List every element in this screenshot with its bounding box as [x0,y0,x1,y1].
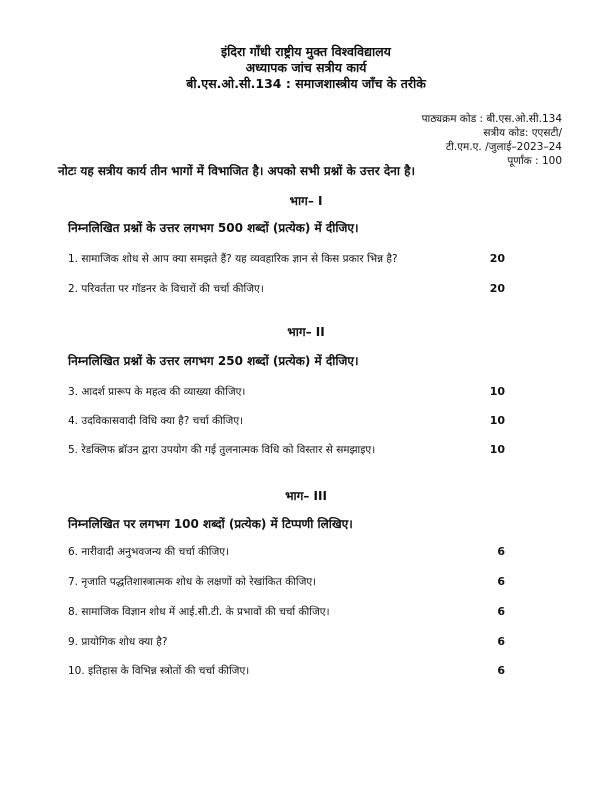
section-title: भाग– I [289,194,323,208]
assignment-code: सत्रीय कोड: एएसटी/ [483,127,562,139]
question: 4. उदविकासवादी विधि क्या है? चर्चा कीजिए। [68,415,244,427]
course-meta [422,112,562,168]
section-title: भाग– III [285,489,327,503]
question: 10. इतिहास के विभिन्न स्त्रोतों की चर्चा कीजिए। [68,665,250,677]
section-instruction: निम्नलिखित प्रश्नों के उत्तर लगभग 500 शब्दों (प्रत्येक) में दीजिए। [68,221,359,235]
question-marks: 10 [489,385,505,398]
question: 1. सामाजिक शोध से आप क्या समझते हैं? यह व्यवहारिक ज्ञान से किस प्रकार भिन्न है? [68,253,398,265]
session: टी.एम.ए. /जुलाई–2023–24 [445,141,562,153]
question: 2. परिवर्तता पर गॉडनर के विचारों की चर्चा कीजिए। [68,283,264,295]
question: 8. सामाजिक विज्ञान शोध में आई.सी.टी. के प्रभावों की चर्चा कीजिए। [68,606,330,618]
question-marks: 6 [497,664,505,677]
question-marks: 20 [489,282,505,295]
max-marks: पूर्णांक : 100 [507,155,562,167]
section-instruction: निम्नलिखित पर लगभग 100 शब्दों (प्रत्येक) में टिप्पणी लिखिए। [68,517,353,531]
question: 7. नृजाति पद्धतिशास्त्रात्मक शोध के लक्षणों को रेखांकित कीजिए। [68,576,317,588]
section-instruction: निम्नलिखित प्रश्नों के उत्तर लगभग 250 शब्दों (प्रत्येक) में दीजिए। [68,354,359,368]
question: 5. रेडक्लिफ ब्रॉउन द्वारा उपयोग की गई तुलनात्मक विधि को विस्तार से समझाइए। [68,444,376,456]
question-marks: 6 [497,545,505,558]
university-name: इंदिरा गाँधी राष्ट्रीय मुक्त विश्वविद्यालय [221,44,391,59]
document-header [0,44,612,92]
question-marks: 6 [497,635,505,648]
note: नोटः यह सत्रीय कार्य तीन भागों में विभाजित है। अपको सभी प्रश्नों के उत्तर देना है। [58,164,416,178]
question: 9. प्रायोगिक शोध क्या है? [68,636,168,648]
question-marks: 6 [497,575,505,588]
question: 3. आदर्श प्रारूप के महत्व की व्याख्या कीजिए। [68,386,246,398]
question-marks: 10 [489,443,505,456]
question-marks: 6 [497,605,505,618]
assignment-type: अध्यापक जांच सत्रीय कार्य [245,60,367,75]
course-code: पाठ्यक्रम कोड : बी.एस.ओ.सी.134 [421,113,562,125]
question-marks: 10 [489,414,505,427]
question-marks: 20 [489,252,505,265]
section-title: भाग– II [287,325,325,339]
question: 6. नारीवादी अनुभवजन्य की चर्चा कीजिए। [68,546,230,558]
course-title: बी.एस.ओ.सी.134 : समाजशास्त्रीय जाँच के तरीके [186,76,426,91]
